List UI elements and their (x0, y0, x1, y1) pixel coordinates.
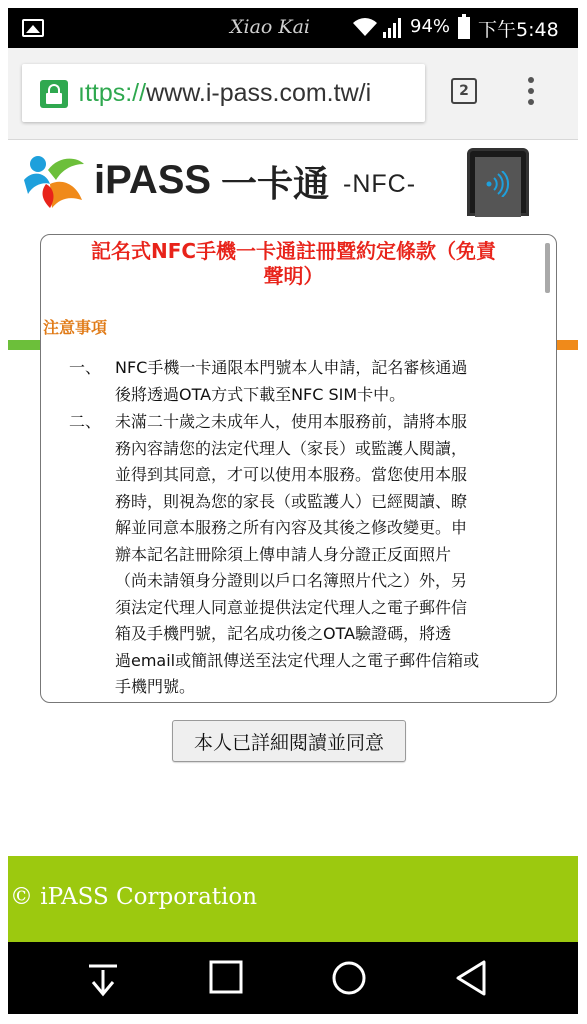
terms-scroll-box[interactable] (40, 234, 557, 703)
clause-text-line: 手機門號。 (115, 677, 196, 696)
nfc-phone-icon (467, 148, 529, 216)
battery-percentage: 94% (410, 16, 451, 37)
clause-text-line: 務時，則視為您的家長（或監護人）已經閱讀、瞭 (115, 491, 468, 511)
brand-nfc-label: -NFC- (343, 170, 417, 198)
clause-text-line: （尚未請領身分證則以戶口名簿照片代之）外，另 (115, 571, 468, 590)
terms-title-line2: 聲明） (263, 264, 324, 288)
agree-button[interactable]: 本人已詳細閱讀並同意 (172, 720, 406, 762)
nfc-wave-icon (484, 171, 510, 197)
clause-text-line: NFC手機一卡通限本門號本人申請，記名審核通過 (115, 358, 468, 377)
lock-icon[interactable] (40, 80, 68, 108)
square-icon (186, 942, 266, 1014)
clause-text-line: 後將透過OTA方式下載至NFC SIM卡中。 (115, 384, 406, 404)
clock: 下午5:48 (478, 19, 559, 41)
site-footer (8, 856, 578, 942)
url-host: www.i-pass.com.tw/i (146, 79, 372, 107)
ipass-logo-icon (20, 150, 86, 212)
terms-content (41, 235, 546, 703)
terms-title-line1: 記名式NFC手機一卡通註冊暨約定條款（免責 (90, 239, 497, 263)
clause-text-line: 箱及手機門號，記名成功後之OTA驗證碼，將透 (115, 624, 452, 643)
copyright-text: © iPASS Corporation (10, 884, 258, 910)
phone-screen (8, 8, 578, 1014)
back-button[interactable] (432, 942, 512, 1014)
terms-clause (69, 355, 539, 408)
hide-keyboard-button[interactable] (63, 942, 143, 1014)
terms-clause (69, 409, 539, 701)
status-bar (8, 8, 578, 48)
battery-icon (458, 17, 470, 39)
terms-scrollbar[interactable] (545, 243, 550, 293)
clause-text-line: 過email或簡訊傳送至法定代理人之電子郵件信箱或 (115, 650, 480, 670)
clause-text-line: 未滿二十歲之未成年人，使用本服務前，請將本服 (115, 412, 468, 431)
terms-notice-heading: 注意事項 (43, 318, 108, 337)
back-triangle-icon (432, 942, 512, 1014)
wifi-icon (352, 16, 378, 38)
android-nav-bar (8, 942, 578, 1014)
clause-text-line: 並得到其同意，才可以使用本服務。當您使用本服 (115, 465, 468, 484)
clause-text-line: 辦本記名註冊除須上傳申請人身分證正反面照片 (115, 544, 452, 564)
home-button[interactable] (309, 942, 389, 1014)
clause-text-line: 務內容請您的法定代理人（家長）或監護人閱讀， (115, 438, 468, 458)
gallery-notification-icon (22, 19, 44, 37)
recent-apps-button[interactable] (186, 942, 266, 1014)
clause-text-line: 須法定代理人同意並提供法定代理人之電子郵件信 (115, 597, 468, 617)
browser-toolbar (8, 48, 578, 140)
clause-text-line: 解並同意本服務之所有內容及其後之修改變更。申 (115, 518, 468, 537)
brand-chinese-name: 一卡通 (221, 164, 330, 205)
tab-switcher-button[interactable]: 2 (451, 78, 477, 104)
carrier-name: Xiao Kai (230, 16, 311, 38)
url-text[interactable] (78, 79, 371, 108)
overflow-menu-icon[interactable] (528, 77, 536, 107)
terms-title (41, 239, 546, 289)
address-bar[interactable] (22, 64, 425, 122)
signal-icon (382, 17, 404, 39)
site-header (8, 140, 578, 226)
clause-number: 二、 (69, 412, 102, 431)
down-arrow-icon (63, 942, 143, 1014)
brand-name: iPASS (94, 158, 212, 202)
url-scheme: ıttps:// (78, 79, 147, 107)
clause-number: 一、 (69, 358, 102, 377)
circle-icon (309, 942, 389, 1014)
